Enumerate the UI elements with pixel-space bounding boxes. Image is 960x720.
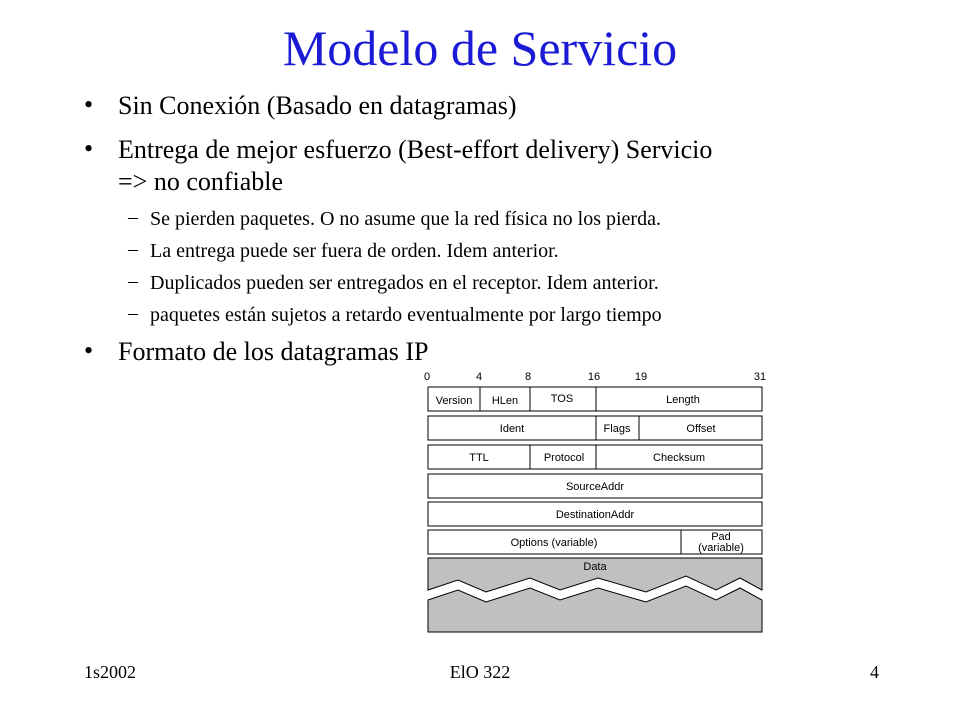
field-offset: Offset xyxy=(686,423,716,435)
data-block-bottom xyxy=(428,586,762,632)
sub-bullet-dash: – xyxy=(128,238,138,260)
bullet-best-effort: Entrega de mejor esfuerzo (Best-effort delivery) Servicio xyxy=(118,135,713,164)
field-pad: Pad xyxy=(711,531,731,543)
field-ttl: TTL xyxy=(469,452,489,464)
bullet-best-effort-cont: => no confiable xyxy=(118,167,284,196)
field-source-addr: SourceAddr xyxy=(565,481,625,493)
slide-title: Modelo de Servicio xyxy=(282,20,678,76)
bit-label: 16 xyxy=(587,371,601,383)
field-destination-addr: DestinationAddr xyxy=(555,509,635,521)
bit-label: 19 xyxy=(634,371,648,383)
bullet-dot: • xyxy=(84,134,94,163)
field-data: Data xyxy=(583,561,607,573)
bullet-ip-format: Formato de los datagramas IP xyxy=(118,337,429,366)
bit-label: 8 xyxy=(524,371,532,383)
field-ident: Ident xyxy=(499,423,525,435)
bit-label: 0 xyxy=(423,371,431,383)
field-flags: Flags xyxy=(603,423,631,435)
footer-date: 1s2002 xyxy=(84,662,137,682)
header-row xyxy=(428,387,762,411)
field-version: Version xyxy=(435,395,473,407)
field-options: Options (variable) xyxy=(510,537,598,549)
field-pad-variable: (variable) xyxy=(698,542,744,554)
bit-label: 4 xyxy=(475,371,483,383)
bullet-connectionless: Sin Conexión (Basado en datagramas) xyxy=(118,91,517,120)
field-tos: TOS xyxy=(550,393,574,405)
bit-label: 31 xyxy=(753,371,767,383)
field-checksum: Checksum xyxy=(653,452,705,464)
sub-bullet-dash: – xyxy=(128,206,138,228)
sub-bullet-duplicates: Duplicados pueden ser entregados en el receptor. Idem anterior. xyxy=(150,272,659,294)
sub-bullet-dash: – xyxy=(128,302,138,324)
sub-bullet-dash: – xyxy=(128,270,138,292)
bullet-dot: • xyxy=(84,336,94,365)
bullet-dot: • xyxy=(84,90,94,119)
sub-bullet-lost-packets: Se pierden paquetes. O no asume que la red física no los pierda. xyxy=(150,208,661,230)
field-protocol: Protocol xyxy=(543,452,585,464)
sub-bullet-delay: paquetes están sujetos a retardo eventualmente por largo tiempo xyxy=(150,304,662,326)
field-hlen: HLen xyxy=(491,395,519,407)
footer-page-number: 4 xyxy=(870,662,879,682)
sub-bullet-out-of-order: La entrega puede ser fuera de orden. Idem anterior. xyxy=(150,240,559,262)
field-length: Length xyxy=(666,394,700,406)
footer-course: ElO 322 xyxy=(449,662,511,682)
